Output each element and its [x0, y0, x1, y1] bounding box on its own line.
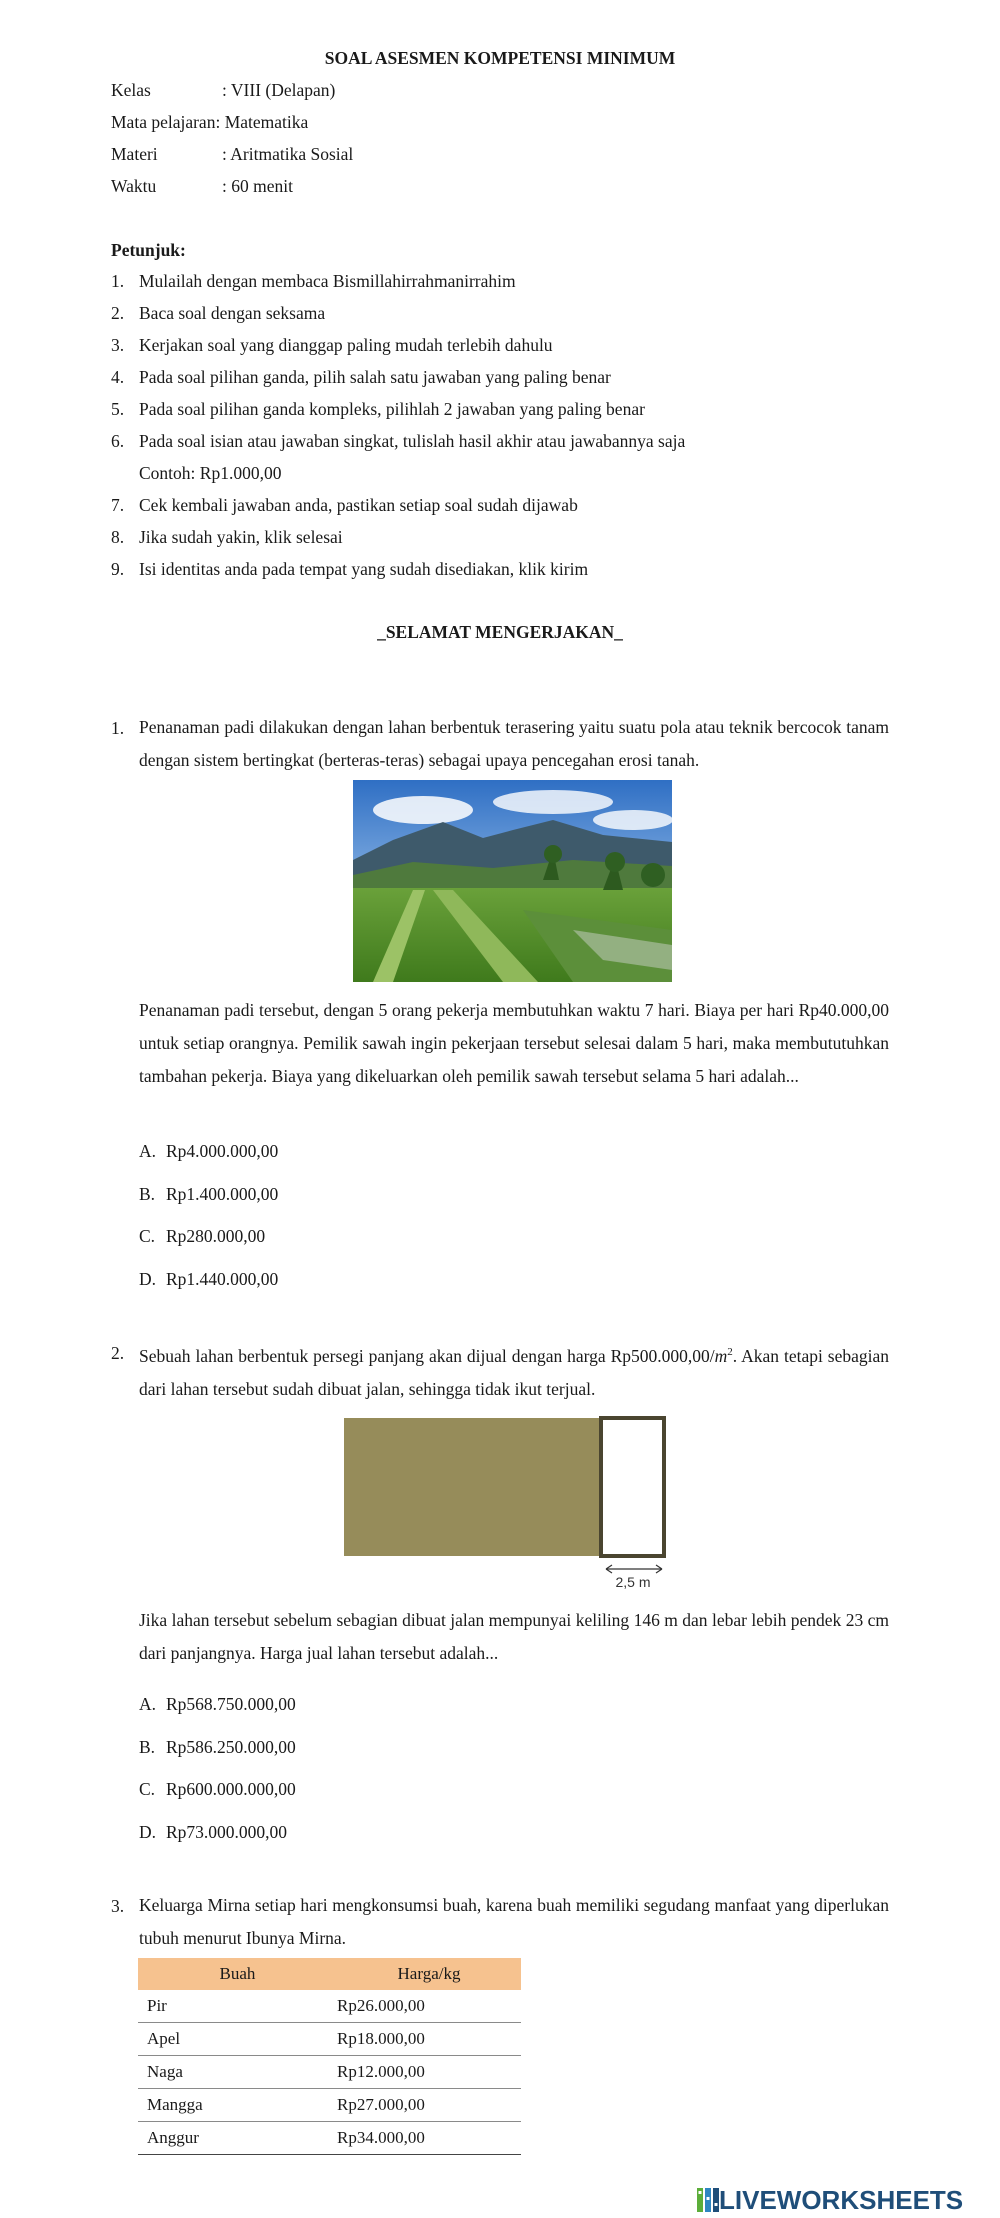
table-cell-price: Rp18.000,00 [337, 2023, 521, 2056]
table-cell-price: Rp12.000,00 [337, 2056, 521, 2089]
question-2-body: Jika lahan tersebut sebelum sebagian dibuat jalan mempunyai keliling 146 m dan lebar lebih pendek 23 cm dari panjangnya. Harga jual lahan tersebut adalah... [139, 1610, 889, 1663]
table-cell-fruit: Naga [138, 2056, 337, 2089]
greeting-text: _SELAMAT MENGERJAKAN_ [377, 622, 623, 642]
dimension-label: 2,5 m [615, 1574, 651, 1590]
option-letter: C. [139, 1226, 156, 1246]
table-cell-price: Rp34.000,00 [337, 2122, 521, 2155]
question-2-intro: Sebuah lahan berbentuk persegi panjang akan dijual dengan harga $Rp500.000,00/m^2$. Akan tetapi sebagian dari lahan tersebut sudah dibuat jalan, sehingga tidak ikut terjual. [139, 1345, 889, 1399]
instruction-text: Isi identitas anda pada tempat yang sudah disediakan, klik kirim [139, 559, 589, 579]
question-1-number: 1. [111, 718, 125, 738]
instruction-number: 1. [111, 271, 125, 291]
instruction-number: 2. [111, 303, 125, 323]
page-title: SOAL ASESMEN KOMPETENSI MINIMUM [324, 48, 676, 68]
question-2-number: 2. [111, 1343, 125, 1363]
table-cell-fruit: Mangga [138, 2089, 337, 2122]
option-letter: D. [139, 1822, 157, 1842]
liveworksheets-icon [697, 2188, 719, 2212]
instruction-number: 9. [111, 559, 125, 579]
instruction-number: 8. [111, 527, 125, 547]
table-row [138, 2122, 521, 2155]
info-row-kelas: Kelas : VIII (Delapan) [111, 80, 336, 100]
info-row-materi: Materi : Aritmatika Sosial [111, 144, 354, 164]
table-header-buah: Buah [138, 1958, 337, 1990]
table-header-row [138, 1958, 521, 1990]
road-area [601, 1418, 664, 1556]
instruction-text: Mulailah dengan membaca Bismillahirrahmanirrahim [139, 271, 516, 291]
option-letter: B. [139, 1737, 156, 1757]
option-letter: A. [139, 1141, 157, 1161]
option-letter: A. [139, 1694, 157, 1714]
instruction-text: Pada soal isian atau jawaban singkat, tulislah hasil akhir atau jawabannya saja [139, 431, 686, 451]
instruction-text: Jika sudah yakin, klik selesai [139, 527, 343, 547]
table-header-harga: Harga/kg [337, 1958, 521, 1990]
info-row-mapel: Mata pelajaran: Matematika [111, 112, 309, 132]
table-cell-price: Rp26.000,00 [337, 1990, 521, 2023]
land-area [344, 1418, 599, 1556]
table-row [138, 2089, 521, 2122]
option-text[interactable]: Rp4.000.000,00 [166, 1141, 279, 1161]
instruction-text: Pada soal pilihan ganda, pilih salah satu jawaban yang paling benar [139, 367, 611, 387]
question-3-number: 3. [111, 1896, 125, 1916]
instruction-number: 3. [111, 335, 125, 355]
table-cell-price: Rp27.000,00 [337, 2089, 521, 2122]
option-text[interactable]: Rp1.400.000,00 [166, 1184, 279, 1204]
rice-terrace-illustration [353, 780, 672, 982]
table-row [138, 2023, 521, 2056]
table-cell-fruit: Apel [138, 2023, 337, 2056]
instruction-number: 7. [111, 495, 125, 515]
option-text[interactable]: Rp1.440.000,00 [166, 1269, 279, 1289]
option-text[interactable]: Rp280.000,00 [166, 1226, 266, 1246]
question-1-intro: Penanaman padi dilakukan dengan lahan berbentuk terasering yaitu suatu pola atau teknik bercocok tanam dengan sistem bertingkat (berteras-teras) sebagai upaya pencegahan erosi tanah. [139, 717, 889, 770]
instruction-text: Baca soal dengan seksama [139, 303, 326, 323]
table-row [138, 2056, 521, 2089]
liveworksheets-logo[interactable] [697, 2186, 963, 2214]
liveworksheets-wordmark: LIVEWORKSHEETS [719, 2184, 964, 2215]
fruit-price-table [138, 1958, 521, 2155]
instruction-text: Kerjakan soal yang dianggap paling mudah terlebih dahulu [139, 335, 553, 355]
table-row [138, 1990, 521, 2023]
instruction-example: Contoh: Rp1.000,00 [139, 463, 282, 483]
option-letter: C. [139, 1779, 156, 1799]
question-3-intro: Keluarga Mirna setiap hari mengkonsumsi buah, karena buah memiliki segudang manfaat yang diperlukan tubuh menurut Ibunya Mirna. [139, 1895, 889, 1948]
rice-terrace-photo [353, 780, 672, 982]
option-letter: B. [139, 1184, 156, 1204]
instruction-text: Pada soal pilihan ganda kompleks, pilihlah 2 jawaban yang paling benar [139, 399, 645, 419]
table-cell-fruit: Anggur [138, 2122, 337, 2155]
instruction-number: 4. [111, 367, 125, 387]
table-cell-fruit: Pir [138, 1990, 337, 2023]
info-row-waktu: Waktu : 60 menit [111, 176, 293, 196]
instruction-text: Cek kembali jawaban anda, pastikan setiap soal sudah dijawab [139, 495, 578, 515]
option-text[interactable]: Rp600.000.000,00 [166, 1779, 296, 1799]
land-diagram [344, 1415, 670, 1595]
instructions-heading: Petunjuk: [111, 240, 186, 260]
option-letter: D. [139, 1269, 157, 1289]
question-1-body: Penanaman padi tersebut, dengan 5 orang pekerja membutuhkan waktu 7 hari. Biaya per hari Rp40.000,00 untuk setiap orangnya. Pemilik sawah ingin pekerjaan tersebut selesai dalam 5 hari, maka membututuhkan tambahan pekerja. Biaya yang dikeluarkan oleh pemilik sawah tersebut selama 5 hari adalah... [139, 1000, 889, 1086]
option-text[interactable]: Rp568.750.000,00 [166, 1694, 296, 1714]
instruction-number: 6. [111, 431, 125, 451]
land-diagram-svg [344, 1415, 670, 1595]
option-text[interactable]: Rp586.250.000,00 [166, 1737, 296, 1757]
option-text[interactable]: Rp73.000.000,00 [166, 1822, 288, 1842]
instruction-number: 5. [111, 399, 125, 419]
